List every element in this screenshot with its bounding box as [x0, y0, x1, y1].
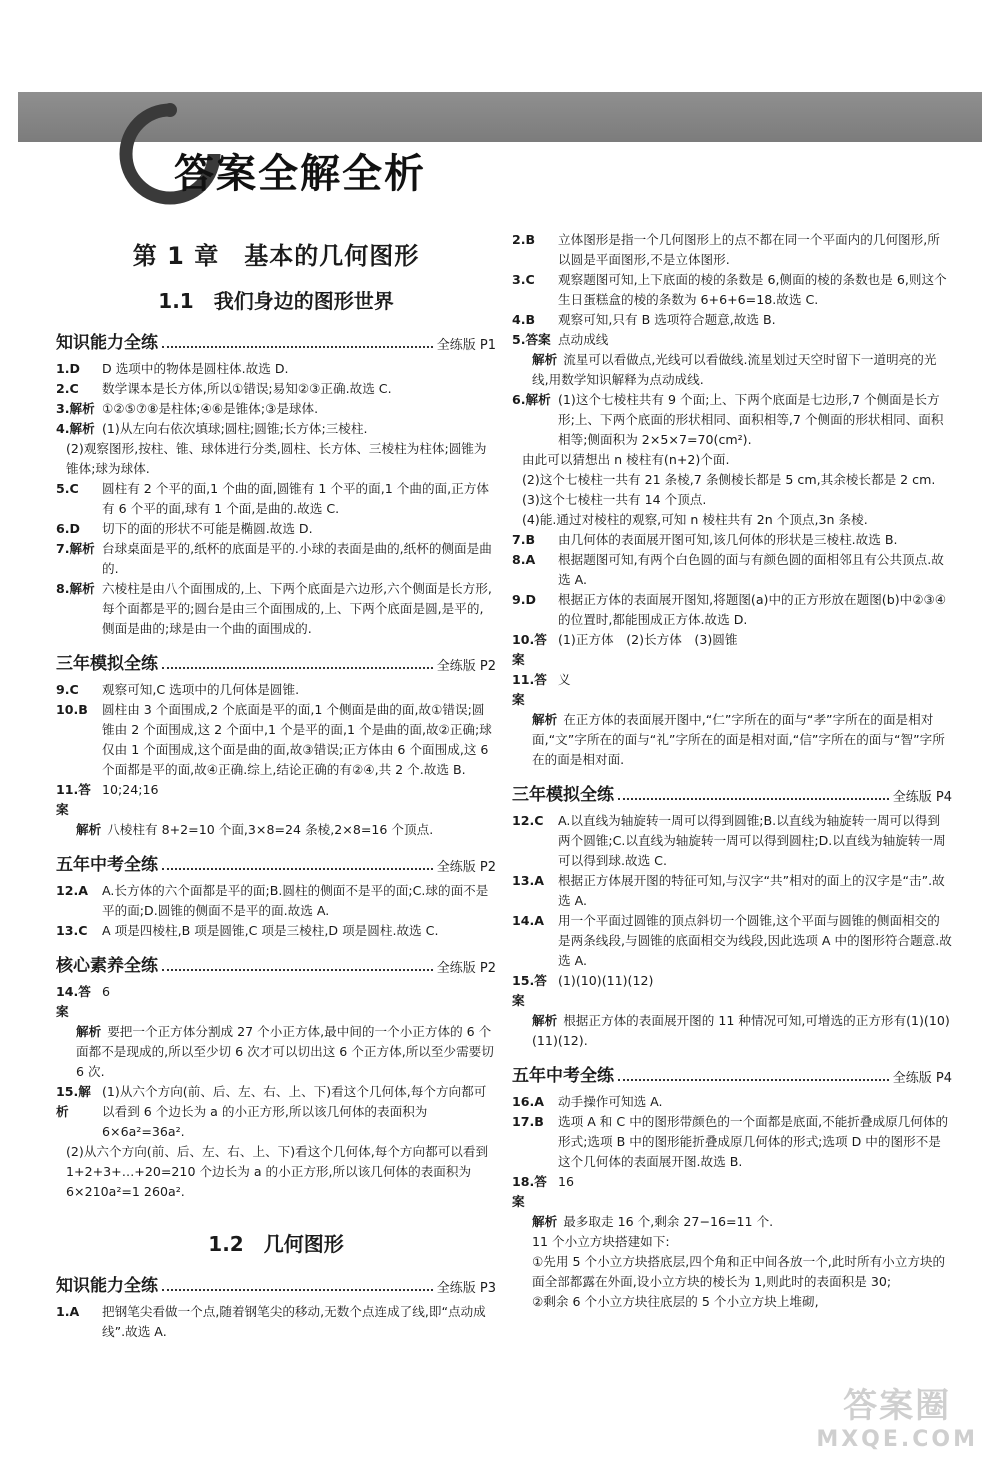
- answer-item: [56, 982, 496, 1022]
- answer-continuation: (2)从六个方向(前、后、左、右、上、下)看这个几何体,每个方向都可以看到 1+2+3+…+20=210 个边长为 a 的小正方形,所以该几何体的表面积为 6×210a²=1 260a².: [66, 1144, 489, 1199]
- answer-text: (1)从六个方向(前、后、左、右、上、下)看这个几何体,每个方向都可以看到 6 个边长为 a 的小正方形,所以该几何体的表面积为 6×6a²=36a².: [102, 1084, 487, 1139]
- answer-text: 根据正方体的表面展开图知,将题图(a)中的正方形放在题图(b)中②③④的位置时,都能围成正方体.故选 D.: [558, 592, 947, 627]
- answer-label: 14.答案: [56, 984, 91, 1019]
- answer-continuation: 由此可以猜想出 n 棱柱有(n+2)个面.: [522, 452, 730, 467]
- answer-label: 6.D: [56, 521, 81, 536]
- answer-item: [56, 379, 496, 399]
- section-title-1-1: 1.1 我们身边的图形世界: [158, 289, 394, 313]
- section-ref: 全练版 P1: [436, 338, 496, 353]
- section-ref: 全练版 P3: [436, 1281, 496, 1296]
- page-title: 答案全解全析: [174, 151, 426, 197]
- section-ref: 全练版 P2: [436, 961, 496, 976]
- answer-item: [512, 971, 952, 1011]
- answer-label: 11.答案: [56, 782, 91, 817]
- answer-item: [512, 1112, 952, 1172]
- answer-text: 观察题图可知,上下底面的棱的条数是 6,侧面的棱的条数也是 6,则这个生日蛋糕盒的棱的条数为 6+6+6=18.故选 C.: [558, 272, 947, 307]
- section-ref: 全练版 P4: [892, 1071, 952, 1086]
- answer-item: [56, 579, 496, 639]
- answer-item: [56, 881, 496, 921]
- answer-item: [56, 399, 496, 419]
- answer-label: 6.解析: [512, 392, 551, 407]
- answer-text: 根据正方体展开图的特征可知,与汉字“共”相对的面上的汉字是“击”.故选 A.: [558, 873, 945, 908]
- answer-item: [512, 230, 952, 270]
- answer-item: [56, 359, 496, 379]
- answer-text: 用一个平面过圆锥的顶点斜切一个圆锥,这个平面与圆锥的侧面相交的是两条线段,与圆锥的底面相交为线段,因此选项 A 中的图形符合题意.故选 A.: [558, 913, 952, 968]
- leader-dots: [162, 969, 433, 971]
- leader-dots: [162, 667, 433, 669]
- analysis-label: 解析: [532, 712, 558, 727]
- answer-label: 15.答案: [512, 973, 547, 1008]
- answer-item: [512, 1092, 952, 1112]
- answer-label: 14.A: [512, 913, 545, 928]
- answer-text: 选项 A 和 C 中的图形带颜色的一个面都是底面,不能折叠成原几何体的形式;选项 B 中的图形能折叠成原几何体的形式;选项 D 中的图形不是这个几何体的表面展开图.故选 B.: [558, 1114, 949, 1169]
- analysis-label: 解析: [76, 822, 102, 837]
- answer-text: (1)(10)(11)(12): [558, 973, 654, 988]
- answer-text: A.长方体的六个面都是平的面;B.圆柱的侧面不是平的面;C.球的面不是平的面;D.圆锥的侧面不是平的面.故选 A.: [102, 883, 489, 918]
- answer-text: D 选项中的物体是圆柱体.故选 D.: [102, 361, 289, 376]
- answer-label: 15.解析: [56, 1084, 91, 1119]
- section-header: [56, 328, 496, 353]
- answer-item: [56, 479, 496, 519]
- answer-item: [56, 519, 496, 539]
- answer-item: [56, 1082, 496, 1142]
- answer-label: 5.答案: [512, 332, 551, 347]
- answer-label: 7.B: [512, 532, 536, 547]
- answer-analysis: [56, 1022, 496, 1082]
- answer-label: 17.B: [512, 1114, 544, 1129]
- answer-label: 8.解析: [56, 581, 95, 596]
- analysis-text: 八棱柱有 8+2=10 个面,3×8=24 条棱,2×8=16 个顶点.: [107, 822, 434, 837]
- answer-label: 16.A: [512, 1094, 545, 1109]
- answer-item: [512, 270, 952, 310]
- leader-dots: [162, 1289, 433, 1291]
- answer-item: [512, 530, 952, 550]
- section-title-1-2: 1.2 几何图形: [208, 1232, 344, 1256]
- answer-continuation: (2)观察图形,按柱、锥、球体进行分类,圆柱、长方体、三棱柱为柱体;圆锥为锥体;球为球体.: [66, 441, 487, 476]
- analysis-text: 在正方体的表面展开图中,“仁”字所在的面与“孝”字所在的面是相对面,“文”字所在的面与“礼”字所在的面是相对面,“信”字所在的面与“智”字所在的面是相对面.: [532, 712, 945, 767]
- answer-text: 10;24;16: [102, 782, 159, 797]
- answer-text: ①②⑤⑦⑧是柱体;④⑥是锥体;③是球体.: [102, 401, 319, 416]
- answer-text: A.以直线为轴旋转一周可以得到圆锥;B.以直线为轴旋转一周可以得到两个圆锥;C.以直线为轴旋转一周可以得到圆柱;D.以直线为轴旋转一周可以得到球.故选 C.: [558, 813, 946, 868]
- answer-item: [512, 590, 952, 630]
- answer-item: [56, 921, 496, 941]
- answer-text: 根据题图可知,有两个白色圆的面与有颜色圆的面相邻且有公共顶点.故选 A.: [558, 552, 944, 587]
- section-name: 知识能力全练: [56, 333, 158, 353]
- section-name: 核心素养全练: [56, 956, 158, 976]
- answer-continuation: (3)这个七棱柱一共有 14 个顶点.: [522, 492, 707, 507]
- watermark-url: MXQE.COM: [816, 1427, 978, 1452]
- section-header: [56, 951, 496, 976]
- answer-label: 12.C: [512, 813, 544, 828]
- analysis-text: 流星可以看做点,光线可以看做线.流星划过天空时留下一道明亮的光线,用数学知识解释为点动成线.: [532, 352, 937, 387]
- answer-text: 台球桌面是平的,纸杯的底面是平的.小球的表面是曲的,纸杯的侧面是曲的.: [102, 541, 492, 576]
- answer-text: 16: [558, 1174, 575, 1189]
- answer-text: 动手操作可知选 A.: [558, 1094, 663, 1109]
- analysis-text: 要把一个正方体分割成 27 个小正方体,最中间的一个小正方体的 6 个面都不是现成的,所以至少切 6 次才可以切出这 6 个正方体,所以至少需要切 6 次.: [76, 1024, 494, 1079]
- section-name: 三年模拟全练: [512, 785, 614, 805]
- answer-text: 立体图形是指一个几何图形上的点不都在同一个平面内的几何图形,所以圆是平面图形,不是立体图形.: [558, 232, 940, 267]
- leader-dots: [618, 1079, 889, 1081]
- analysis-label: 解析: [532, 1214, 558, 1229]
- answer-item: [56, 780, 496, 820]
- answer-item: [56, 1302, 496, 1342]
- analysis-label: 解析: [76, 1024, 102, 1039]
- answer-continuation: 11 个小立方块搭建如下:: [532, 1234, 670, 1249]
- answer-label: 10.B: [56, 702, 88, 717]
- answer-label: 3.解析: [56, 401, 95, 416]
- section-header: [512, 780, 952, 805]
- right-column: [512, 230, 952, 1312]
- answer-text: 圆柱由 3 个面围成,2 个底面是平的面,1 个侧面是曲的面,故①错误;圆锥由 2 个面围成,这 2 个面中,1 个是平的面,1 个是曲的面,故②正确;球仅由 1 个面围成,这个面是曲的面,故③错误;正方体由 6 个面围成,这 6 个面都是平的面,故④正确.综上,结论正确的有②④,共 2 个.故选 B.: [102, 702, 492, 777]
- answer-analysis: [512, 1011, 952, 1051]
- answer-label: 13.C: [56, 923, 88, 938]
- answer-label: 13.A: [512, 873, 545, 888]
- answer-label: 1.D: [56, 361, 81, 376]
- leader-dots: [162, 346, 433, 348]
- answer-continuation: (2)这个七棱柱一共有 21 条棱,7 条侧棱长都是 5 cm,其余棱长都是 2 cm.: [522, 472, 936, 487]
- answer-label: 9.D: [512, 592, 537, 607]
- answer-item: [512, 330, 952, 350]
- left-column: [56, 230, 496, 1342]
- answer-item: [512, 310, 952, 330]
- answer-item: [512, 1172, 952, 1212]
- answer-label: 1.A: [56, 1304, 80, 1319]
- answer-text: 义: [558, 672, 571, 687]
- answer-label: 8.A: [512, 552, 536, 567]
- answer-item: [512, 670, 952, 710]
- answer-label: 18.答案: [512, 1174, 547, 1209]
- section-header: [56, 1271, 496, 1296]
- answer-text: 六棱柱是由八个面围成的,上、下两个底面是六边形,六个侧面是长方形,每个面都是平的;圆台是由三个面围成的,上、下两个底面是圆,是平的,侧面是曲的;球是由一个曲的面围成的.: [102, 581, 492, 636]
- answer-label: 7.解析: [56, 541, 95, 556]
- answer-label: 12.A: [56, 883, 89, 898]
- answer-item: [512, 630, 952, 670]
- answer-label: 3.C: [512, 272, 535, 287]
- section-ref: 全练版 P4: [892, 790, 952, 805]
- answer-item: [56, 539, 496, 579]
- answer-analysis: [512, 350, 952, 390]
- leader-dots: [618, 798, 889, 800]
- answer-analysis: [512, 710, 952, 770]
- section-ref: 全练版 P2: [436, 860, 496, 875]
- analysis-label: 解析: [532, 1013, 558, 1028]
- answer-label: 4.B: [512, 312, 536, 327]
- section-name: 五年中考全练: [56, 855, 158, 875]
- answer-item: [56, 700, 496, 780]
- answer-continuation: (4)能.通过对棱柱的观察,可知 n 棱柱共有 2n 个顶点,3n 条棱.: [522, 512, 868, 527]
- answer-label: 2.C: [56, 381, 79, 396]
- section-name: 三年模拟全练: [56, 654, 158, 674]
- section-name: 知识能力全练: [56, 1276, 158, 1296]
- section-ref: 全练版 P2: [436, 659, 496, 674]
- section-header: [512, 1061, 952, 1086]
- answer-text: 切下的面的形状不可能是椭圆.故选 D.: [102, 521, 313, 536]
- answer-label: 4.解析: [56, 421, 95, 436]
- section-name: 五年中考全练: [512, 1066, 614, 1086]
- answer-text: 把钢笔尖看做一个点,随着钢笔尖的移动,无数个点连成了线,即“点动成线”.故选 A.: [102, 1304, 486, 1339]
- analysis-text: 最多取走 16 个,剩余 27−16=11 个.: [563, 1214, 774, 1229]
- answer-text: (1)从左向右依次填球;圆柱;圆锥;长方体;三棱柱.: [102, 421, 368, 436]
- answer-item: [512, 911, 952, 971]
- answer-text: 数学课本是长方体,所以①错误;易知②③正确.故选 C.: [102, 381, 392, 396]
- leader-dots: [162, 868, 433, 870]
- answer-text: (1)正方体 (2)长方体 (3)圆锥: [558, 632, 738, 647]
- watermark-logo-text: 答案圈: [843, 1386, 952, 1426]
- answer-label: 5.C: [56, 481, 79, 496]
- answer-item: [56, 680, 496, 700]
- answer-analysis: [56, 820, 496, 840]
- answer-analysis: [512, 1212, 952, 1232]
- answer-text: 圆柱有 2 个平的面,1 个曲的面,圆锥有 1 个平的面,1 个曲的面,正方体有 6 个平的面,球有 1 个面,是曲的.故选 C.: [102, 481, 489, 516]
- section-header: [56, 649, 496, 674]
- answer-text: A 项是四棱柱,B 项是圆锥,C 项是三棱柱,D 项是圆柱.故选 C.: [102, 923, 439, 938]
- answer-item: [512, 390, 952, 450]
- watermark: [816, 1386, 978, 1457]
- answer-text: 点动成线: [558, 332, 609, 347]
- answer-label: 11.答案: [512, 672, 547, 707]
- answer-text: 观察可知,C 选项中的几何体是圆锥.: [102, 682, 300, 697]
- analysis-label: 解析: [532, 352, 558, 367]
- answer-text: 观察可知,只有 B 选项符合题意,故选 B.: [558, 312, 776, 327]
- answer-item: [56, 419, 496, 439]
- answer-text: (1)这个七棱柱共有 9 个面;上、下两个底面是七边形,7 个侧面是长方形;上、下两个底面的形状相同、面积相等,7 个侧面的形状相同、面积相等;侧面积为 2×5×7=70(cm²).: [558, 392, 944, 447]
- answer-continuation: ①先用 5 个小立方块搭底层,四个角和正中间各放一个,此时所有小立方块的面全部都露在外面,设小立方块的棱长为 1,则此时的表面积是 30;: [532, 1254, 946, 1289]
- answer-item: [512, 550, 952, 590]
- answer-label: 2.B: [512, 232, 536, 247]
- answer-item: [512, 871, 952, 911]
- answer-text: 6: [102, 984, 111, 999]
- answer-item: [512, 811, 952, 871]
- answer-label: 9.C: [56, 682, 79, 697]
- answer-text: 由几何体的表面展开图可知,该几何体的形状是三棱柱.故选 B.: [558, 532, 898, 547]
- analysis-text: 根据正方体的表面展开图的 11 种情况可知,可增选的正方形有(1)(10)(11)(12).: [532, 1013, 950, 1048]
- section-header: [56, 850, 496, 875]
- chapter-title: 第 1 章 基本的几何图形: [132, 242, 420, 270]
- answer-continuation: ②剩余 6 个小立方块往底层的 5 个小立方块上堆砌,: [532, 1294, 819, 1309]
- answer-label: 10.答案: [512, 632, 547, 667]
